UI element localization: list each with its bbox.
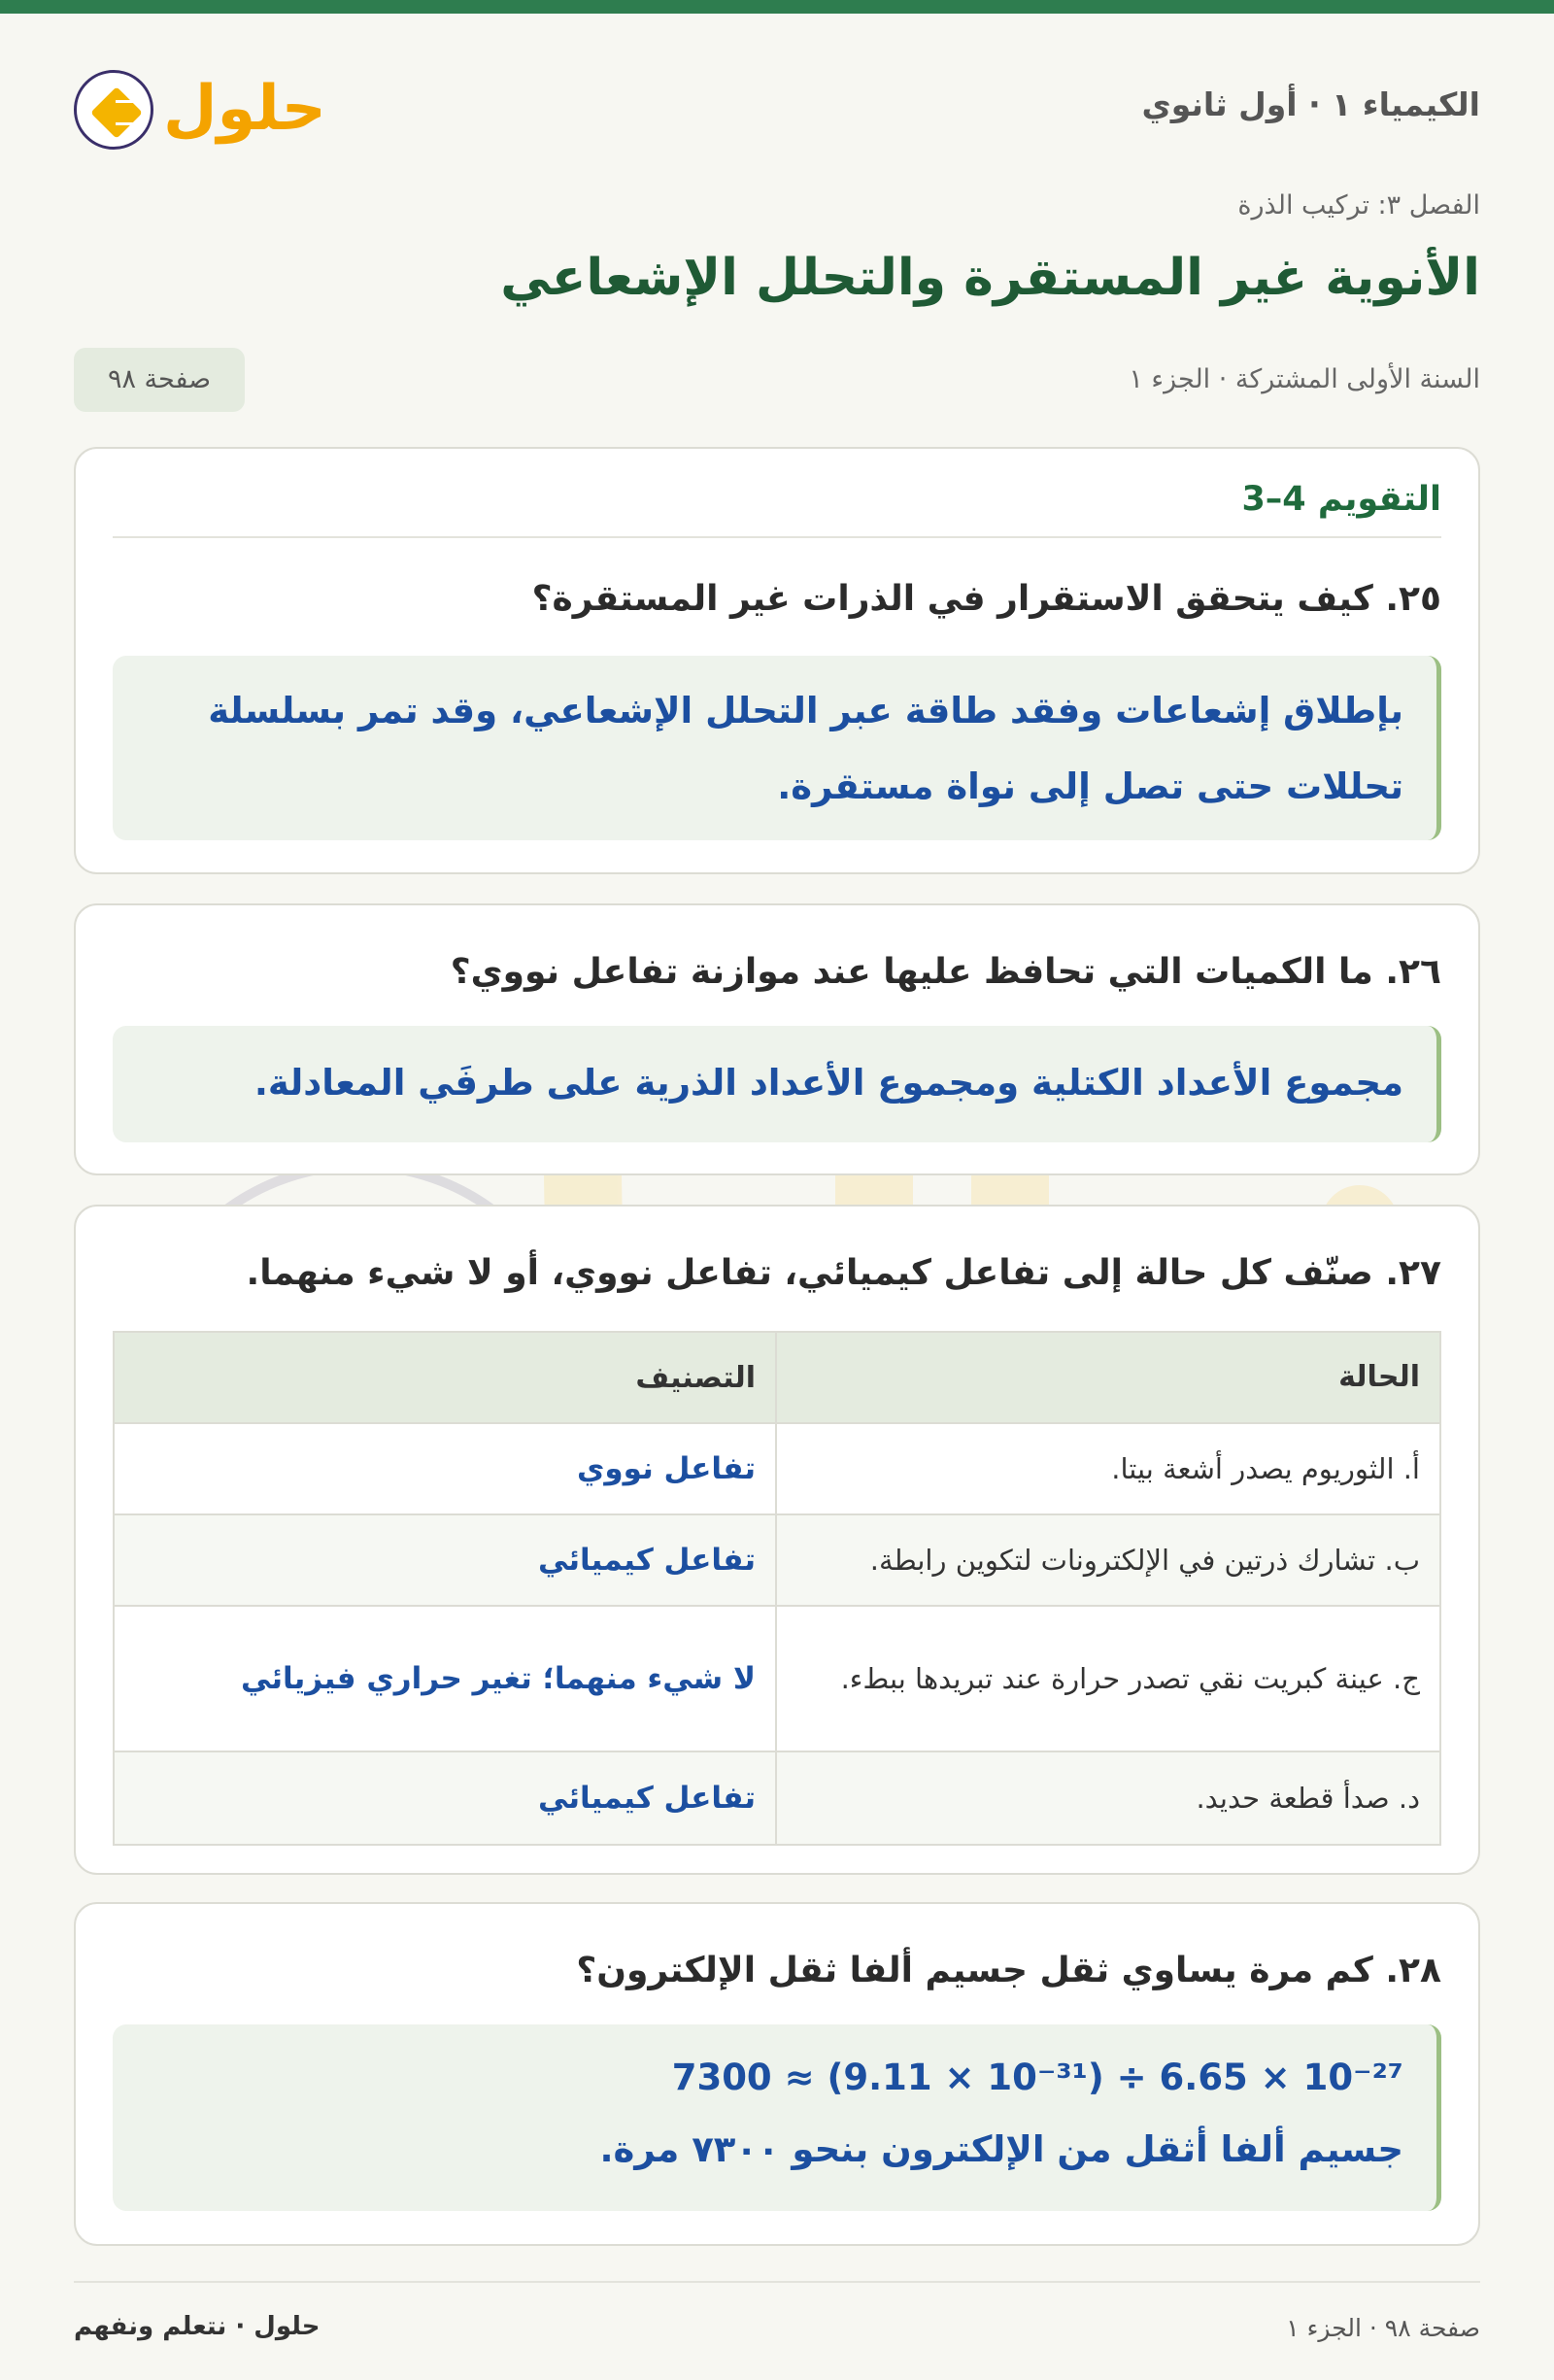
table-row xyxy=(115,1607,1439,1752)
footer-page-info: صفحة ٩٨ · الجزء ١ xyxy=(1286,2314,1480,2342)
chapter-label: الفصل ٣: تركيب الذرة xyxy=(1237,190,1480,221)
footer-brand: حلول · نتعلم ونفهم xyxy=(74,2312,321,2341)
case-cell: أ. الثوريوم يصدر أشعة بيتا. xyxy=(775,1424,1439,1513)
column-header-case: الحالة xyxy=(775,1333,1439,1422)
question-text: ٢٦. ما الكميات التي تحافظ عليها عند موازنة تفاعل نووي؟ xyxy=(450,952,1441,992)
question-text: ٢٥. كيف يتحقق الاستقرار في الذرات غير المستقرة؟ xyxy=(531,579,1441,619)
class-cell: لا شيء منهما؛ تغير حراري فيزيائي xyxy=(241,1661,756,1696)
logo-emblem-icon xyxy=(74,70,153,150)
class-cell: تفاعل كيميائي xyxy=(538,1781,756,1816)
table-row xyxy=(115,1424,1439,1515)
question-card-26 xyxy=(74,903,1480,1175)
classification-table xyxy=(113,1331,1441,1846)
answer-box: مجموع الأعداد الكتلية ومجموع الأعداد الذرية على طرفَي المعادلة. xyxy=(113,1026,1441,1142)
answer-text: جسيم ألفا أثقل من الإلكترون بنحو ٧٣٠٠ مرة. xyxy=(599,2128,1403,2170)
case-cell: د. صدأ قطعة حديد. xyxy=(775,1752,1439,1844)
answer-box xyxy=(113,2024,1441,2211)
case-cell: ج. عينة كبريت نقي تصدر حرارة عند تبريدها ببطء. xyxy=(775,1607,1439,1751)
table-row xyxy=(115,1515,1439,1607)
question-text: ٢٧. صنّف كل حالة إلى تفاعل كيميائي، تفاعل نووي، أو لا شيء منهما. xyxy=(246,1253,1441,1293)
question-card-27 xyxy=(74,1205,1480,1875)
class-cell: تفاعل نووي xyxy=(577,1451,756,1486)
equation-line: 7300 ≈ (9.11 × 10⁻³¹) ÷ 6.65 × 10⁻²⁷ xyxy=(671,2057,1403,2098)
class-cell: تفاعل كيميائي xyxy=(538,1543,756,1578)
page-number-badge: صفحة ٩٨ xyxy=(74,348,245,412)
table-row xyxy=(115,1752,1439,1844)
column-header-class: التصنيف xyxy=(635,1360,756,1395)
page-title: الأنوية غير المستقرة والتحلل الإشعاعي xyxy=(500,249,1480,307)
top-accent-bar xyxy=(0,0,1554,14)
brand-logo[interactable] xyxy=(74,60,326,157)
page-footer xyxy=(74,2281,1480,2359)
question-card-28 xyxy=(74,1902,1480,2246)
table-header-row xyxy=(115,1333,1439,1424)
page-header xyxy=(74,60,1480,157)
subject-label: الكيمياء ١ · أول ثانوي xyxy=(1141,85,1480,123)
question-card-25 xyxy=(74,447,1480,874)
case-cell: ب. تشارك ذرتين في الإلكترونات لتكوين رابطة. xyxy=(775,1515,1439,1605)
logo-text: حلول xyxy=(163,73,326,145)
answer-box: بإطلاق إشعاعات وفقد طاقة عبر التحلل الإشعاعي، وقد تمر بسلسلة تحللات حتى تصل إلى نواة مستقرة. xyxy=(113,656,1441,840)
grade-meta: السنة الأولى المشتركة · الجزء ١ xyxy=(1129,364,1480,394)
question-text: ٢٨. كم مرة يساوي ثقل جسيم ألفا ثقل الإلكترون؟ xyxy=(576,1951,1441,1990)
section-title: التقويم 4–3 xyxy=(113,480,1441,538)
